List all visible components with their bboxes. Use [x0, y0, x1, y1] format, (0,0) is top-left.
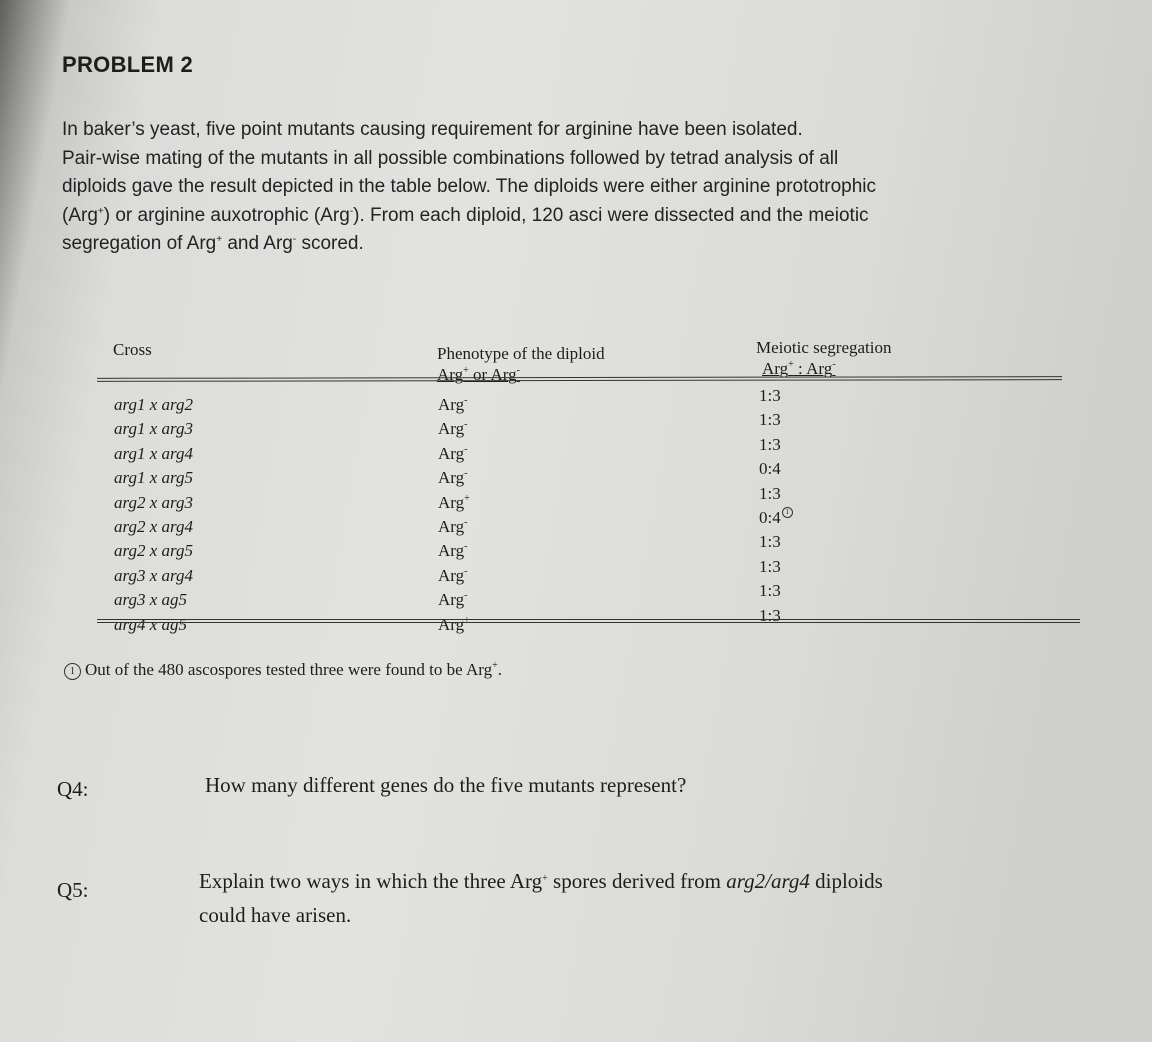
cross-cell: arg2 x arg4	[114, 517, 194, 537]
intro-line: In baker’s yeast, five point mutants causing requirement for arginine have been isolated.	[62, 119, 803, 140]
problem-title: PROBLEM 2	[62, 52, 194, 77]
table-bottom-rule	[97, 619, 1080, 620]
segregation-cell: 1:3	[759, 532, 781, 552]
phenotype-cell: Arg-	[438, 443, 468, 463]
segregation-cell: 1:3	[759, 434, 781, 454]
segregation-cell: 1:3	[759, 556, 781, 576]
cross-cell: arg1 x arg5	[114, 468, 194, 488]
q4-label: Q4:	[57, 777, 89, 801]
q5-label: Q5:	[57, 878, 89, 902]
phenotype-cell: Arg-	[438, 590, 468, 610]
intro-paragraph	[62, 116, 1062, 259]
intro-line: diploids gave the result depicted in the table below. The diploids were either arginine prototrophic	[62, 176, 876, 197]
table-footnote: 1 Out of the 480 ascospores tested three were found to be Arg+.	[64, 660, 502, 680]
header-cross: Cross	[113, 340, 152, 359]
phenotype-cell: Arg+	[438, 614, 470, 634]
cross-cell: arg4 x ag5	[114, 614, 188, 634]
segregation-cell: 1:3	[759, 410, 781, 430]
segregation-cell: 1:3	[759, 483, 781, 503]
footnote-marker: 1	[782, 507, 793, 518]
cross-cell: arg1 x arg2	[114, 395, 194, 414]
cross-column	[114, 393, 193, 637]
cross-cell: arg1 x arg3	[114, 419, 194, 439]
intro-line: segregation of Arg+ and Arg- scored.	[62, 233, 364, 254]
phenotype-cell: Arg-	[438, 419, 468, 439]
segregation-cell: 0:4 1	[759, 506, 793, 530]
header-phenotype-line1: Phenotype of the diploid	[437, 344, 605, 363]
cross-cell: arg2 x arg3	[114, 492, 194, 512]
q5-line: Explain two ways in which the three Arg+ spores derived from arg2/arg4 diploids	[199, 869, 883, 893]
phenotype-cell: Arg-	[438, 541, 468, 561]
segregation-cell: 1:3	[759, 605, 781, 625]
cross-cell: arg1 x arg4	[114, 443, 194, 463]
segregation-cell: 1:3	[759, 386, 781, 405]
table-bottom-rule	[97, 622, 1080, 623]
q5-line: could have arisen.	[199, 903, 352, 927]
q5-text	[199, 864, 1079, 932]
segregation-column	[759, 384, 793, 628]
phenotype-column	[438, 393, 470, 637]
cross-cell: arg2 x arg5	[114, 541, 194, 561]
footnote-marker: 1	[64, 663, 81, 680]
segregation-cell: 0:4	[759, 459, 781, 479]
header-phenotype-line2: Arg+ or Arg-	[437, 365, 520, 384]
header-segregation-line1: Meiotic segregation	[756, 338, 892, 357]
header-phenotype	[437, 343, 605, 385]
phenotype-cell: Arg-	[438, 395, 468, 414]
phenotype-cell: Arg-	[438, 565, 468, 585]
phenotype-cell: Arg-	[438, 468, 468, 488]
q4-text: How many different genes do the five mutants represent?	[205, 773, 687, 797]
cross-cell: arg3 x arg4	[114, 565, 194, 585]
header-segregation-line2: Arg+ : Arg-	[762, 359, 836, 378]
phenotype-cell: Arg-	[438, 517, 468, 537]
intro-line: Pair-wise mating of the mutants in all possible combinations followed by tetrad analysis of all	[62, 147, 839, 169]
segregation-cell: 1:3	[759, 581, 781, 601]
phenotype-cell: Arg+	[438, 492, 470, 512]
intro-line: (Arg+) or arginine auxotrophic (Arg-). From each diploid, 120 asci were dissected and the meiotic	[62, 204, 869, 226]
cross-cell: arg3 x ag5	[114, 590, 188, 610]
header-segregation	[756, 337, 892, 379]
